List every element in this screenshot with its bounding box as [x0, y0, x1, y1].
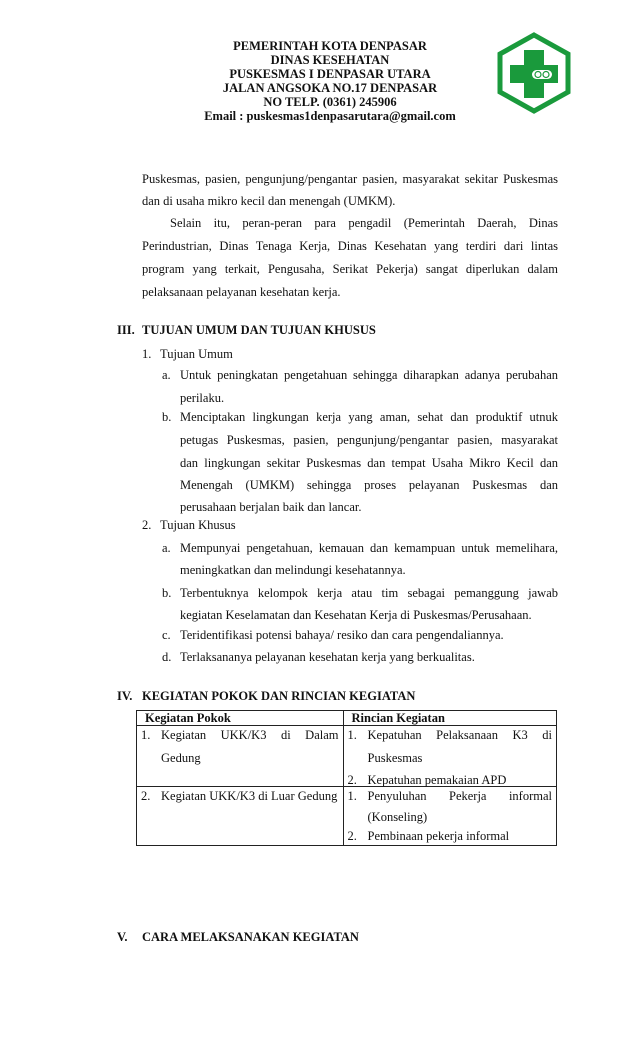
table-cell	[343, 726, 557, 787]
khusus-b-line-2: kegiatan Keselamatan dan Kesehatan Kerja di Puskesmas/Perusahaan.	[180, 608, 532, 622]
umum-b-line-4: Menengah (UMKM) sehingga proses pelayanan Puskesmas dan	[180, 478, 558, 492]
umum-b-line-1: Menciptakan lingkungan kerja yang aman, sehat dan produktif utnuk	[180, 410, 558, 424]
cell-text: Pembinaan pekerja informal	[367, 829, 510, 843]
khusus-a-line-2: meningkatkan dan melindungi kesehatannya.	[180, 563, 406, 577]
intro-line-6: pelaksanaan pelayanan kesehatan kerja.	[142, 285, 341, 299]
umum-a-letter: a.	[162, 368, 171, 382]
khusus-d-line-1: Terlaksananya pelayanan kesehatan kerja yang berkualitas.	[180, 650, 475, 664]
khusus-c-letter: c.	[162, 628, 171, 642]
cell-text: (Konseling)	[367, 810, 428, 824]
cell-text: Penyuluhan Pekerja informal	[367, 789, 552, 803]
khusus-b-line-1: Terbentuknya kelompok kerja atau tim sebagai pemanggung jawab	[180, 586, 558, 600]
health-ministry-logo-icon	[496, 32, 572, 114]
tujuan-khusus-number: 2.	[142, 518, 152, 532]
cell-text: Kegiatan UKK/K3 di Luar Gedung	[161, 789, 338, 803]
umum-b-line-3: dan lingkungan sekitar Puskesmas dan tempat Usaha Mikro Kecil dan	[180, 456, 558, 470]
table-cell	[343, 787, 557, 846]
section-3-number: III.	[117, 323, 135, 337]
umum-a-line-2: perilaku.	[180, 391, 225, 405]
intro-line-4: Perindustrian, Dinas Tenaga Kerja, Dinas Kesehatan yang terdiri dari lintas	[142, 239, 558, 253]
cell-number: 2.	[347, 829, 357, 843]
tujuan-umum-number: 1.	[142, 347, 152, 361]
cell-text: Puskesmas	[367, 751, 423, 765]
header-line-4: JALAN ANGSOKA NO.17 DENPASAR	[222, 81, 438, 95]
header-line-1: PEMERINTAH KOTA DENPASAR	[233, 39, 427, 53]
umum-b-line-5: perusahaan berjalan baik dan lancar.	[180, 500, 362, 514]
intro-line-3: Selain itu, peran-peran para pengadil (Pemerintah Daerah, Dinas	[170, 216, 558, 230]
intro-line-2: dan di usaha mikro kecil dan menengah (UMKM).	[142, 194, 396, 208]
section-3-title: TUJUAN UMUM DAN TUJUAN KHUSUS	[142, 323, 376, 337]
cell-number: 2.	[141, 789, 151, 803]
umum-a-line-1: Untuk peningkatan pengetahuan sehingga diharapkan adanya perubahan	[180, 368, 558, 382]
cell-text: Gedung	[161, 751, 201, 765]
khusus-b-letter: b.	[162, 586, 172, 600]
section-4-number: IV.	[117, 689, 133, 703]
table-row	[137, 787, 557, 846]
header-line-2: DINAS KESEHATAN	[270, 53, 390, 67]
cell-number: 1.	[347, 728, 357, 742]
cell-text: Kepatuhan pemakaian APD	[367, 773, 507, 787]
table-header-row	[137, 711, 557, 726]
table-header-cell: Kegiatan Pokok	[137, 711, 344, 726]
table-cell	[137, 787, 344, 846]
tujuan-umum-title: Tujuan Umum	[160, 347, 233, 361]
umum-b-letter: b.	[162, 410, 172, 424]
header-line-5: NO TELP. (0361) 245906	[263, 95, 397, 109]
khusus-a-letter: a.	[162, 541, 171, 555]
cell-number: 2.	[347, 773, 357, 787]
header-email: Email : puskesmas1denpasarutara@gmail.com	[204, 109, 456, 123]
section-5-number: V.	[117, 930, 128, 944]
cell-number: 1.	[141, 728, 151, 742]
intro-line-5: program yang terkait, Pengusaha, Serikat Pekerja) sangat diperlukan dalam	[142, 262, 558, 276]
cell-number: 1.	[347, 789, 357, 803]
table-header-cell: Rincian Kegiatan	[343, 711, 557, 726]
header-line-3: PUSKESMAS I DENPASAR UTARA	[229, 67, 431, 81]
tujuan-khusus-title: Tujuan Khusus	[160, 518, 236, 532]
umum-b-line-2: petugas Puskesmas, pasien, pengunjung/pengantar pasien, masyarakat	[180, 433, 558, 447]
section-4-title: KEGIATAN POKOK DAN RINCIAN KEGIATAN	[142, 689, 416, 703]
section-5-title: CARA MELAKSANAKAN KEGIATAN	[142, 930, 359, 944]
intro-line-1: Puskesmas, pasien, pengunjung/pengantar pasien, masyarakat sekitar Puskesmas	[142, 172, 558, 186]
cell-text: Kegiatan UKK/K3 di Dalam	[161, 728, 339, 742]
table-cell	[137, 726, 344, 787]
kegiatan-table	[136, 710, 557, 846]
khusus-c-line-1: Teridentifikasi potensi bahaya/ resiko dan cara pengendaliannya.	[180, 628, 504, 642]
khusus-a-line-1: Mempunyai pengetahuan, kemauan dan kemampuan untuk memelihara,	[180, 541, 558, 555]
table-row	[137, 726, 557, 787]
khusus-d-letter: d.	[162, 650, 172, 664]
cell-text: Kepatuhan Pelaksanaan K3 di	[367, 728, 552, 742]
